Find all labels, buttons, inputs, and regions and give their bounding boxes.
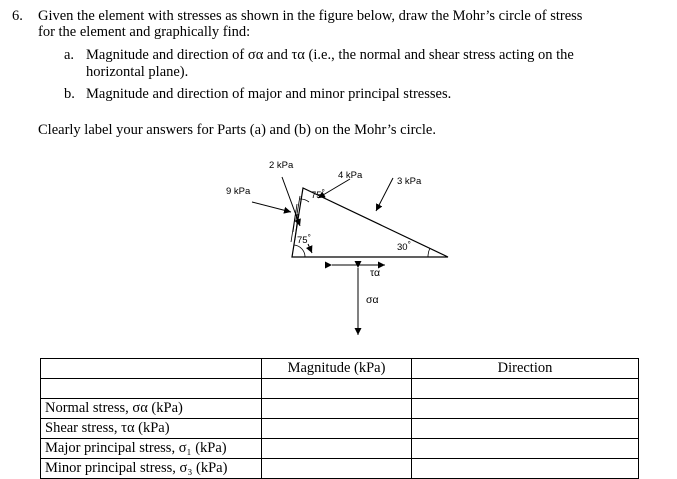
angle-right-degree: °	[407, 240, 411, 249]
angle-right-value: 30	[397, 242, 408, 253]
row-label-minor-principal: Minor principal stress, σ₃ (kPa)	[41, 459, 262, 479]
label-9kpa: 9 kPa	[226, 186, 251, 197]
label-angle-top	[311, 188, 325, 201]
part-b-label: b.	[64, 86, 75, 102]
question-line-2: for the element and graphically find:	[38, 24, 251, 40]
angle-arc-right	[428, 248, 430, 257]
part-a-line-1: Magnitude and direction of σα and τα (i.e., the normal and shear stress acting on the	[86, 47, 574, 63]
arrow-3kpa	[376, 178, 393, 211]
header-direction: Direction	[412, 359, 639, 379]
arrow-2kpa	[282, 177, 300, 226]
part-a-line-2: horizontal plane).	[86, 64, 189, 80]
angle-left-degree: °	[307, 233, 311, 242]
part-b-line-1: Magnitude and direction of major and minor principal stresses.	[86, 86, 452, 102]
minor-principal-magnitude-cell	[262, 459, 412, 479]
table-header-row	[41, 359, 639, 379]
angle-left-value: 75	[297, 235, 308, 246]
normal-stress-direction-cell	[412, 399, 639, 419]
label-sigma-alpha: σα	[366, 294, 379, 306]
table-row	[41, 459, 639, 479]
row-label-major-principal: Major principal stress, σ₁ (kPa)	[41, 439, 262, 459]
label-2kpa: 2 kPa	[269, 160, 294, 171]
table-row	[41, 439, 639, 459]
table-row-spacer	[41, 379, 639, 399]
header-label-cell	[41, 359, 262, 379]
arrow-9kpa	[252, 202, 291, 212]
answer-table	[40, 358, 639, 479]
label-tau-alpha: τα	[370, 267, 381, 279]
header-magnitude: Magnitude (kPa)	[262, 359, 412, 379]
arrow-left-small	[308, 244, 312, 253]
table-row	[41, 419, 639, 439]
question-number: 6.	[12, 8, 23, 24]
major-principal-magnitude-cell	[262, 439, 412, 459]
angle-top-degree: °	[321, 188, 325, 197]
major-principal-direction-cell	[412, 439, 639, 459]
table-row	[41, 399, 639, 419]
spacer-direction-cell	[412, 379, 639, 399]
angle-top-value: 75	[311, 190, 322, 201]
row-label-shear-stress: Shear stress, τα (kPa)	[41, 419, 262, 439]
label-3kpa: 3 kPa	[397, 176, 422, 187]
instruction-text: Clearly label your answers for Parts (a) and (b) on the Mohr’s circle.	[38, 122, 436, 138]
angle-arc-left	[294, 245, 305, 257]
label-angle-left	[297, 233, 311, 246]
label-angle-right	[397, 240, 411, 253]
minor-principal-direction-cell	[412, 459, 639, 479]
shear-stress-magnitude-cell	[262, 419, 412, 439]
part-a-label: a.	[64, 47, 75, 63]
question-line-1: Given the element with stresses as shown in the figure below, draw the Mohr’s circle of stress	[38, 8, 583, 24]
label-4kpa: 4 kPa	[338, 170, 363, 181]
row-label-normal-stress: Normal stress, σα (kPa)	[41, 399, 262, 419]
spacer-label-cell	[41, 379, 262, 399]
normal-stress-magnitude-cell	[262, 399, 412, 419]
shear-stress-direction-cell	[412, 419, 639, 439]
spacer-magnitude-cell	[262, 379, 412, 399]
